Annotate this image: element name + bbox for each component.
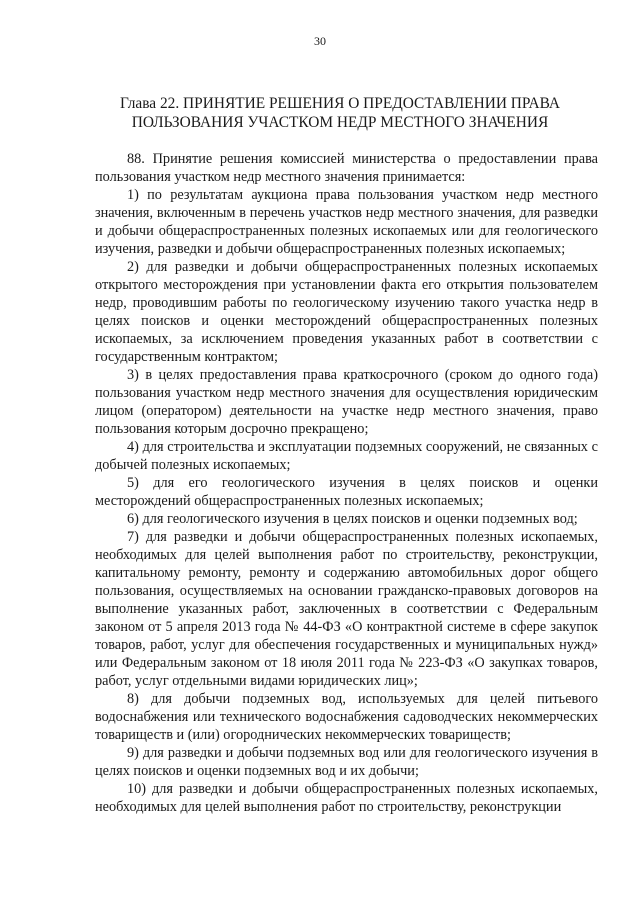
document-body <box>95 150 598 816</box>
list-item-4: 4) для строительства и эксплуатации подземных сооружений, не связанных с добычей полезных ископаемых; <box>95 439 598 473</box>
chapter-title <box>70 94 610 132</box>
list-item-1: 1) по результатам аукциона права пользования участком недр местного значения, включенным в перечень участков недр местного значения, для разведки и добычи общераспространенных полезных ископаемых или для геологического изучения, разведки и добычи общераспространенных полезных ископаемых; <box>95 187 598 257</box>
list-item-7: 7) для разведки и добычи общераспространенных полезных ископаемых, необходимых для целей выполнения работ по строительству, реконструкции, капитальному ремонту, ремонту и содержанию автомобильных дорог общего пользования, осуществляемых на основании гражданско-правовых договоров на выполнение указанных работ, заключенных в соответствии с Федеральным законом от 5 апреля 2013 года № 44-ФЗ «О контрактной системе в сфере закупок товаров, работ, услуг для обеспечения государственных и муниципальных нужд» или Федеральным законом от 18 июля 2011 года № 223-ФЗ «О закупках товаров, работ, услуг отдельными видами юридических лиц»; <box>95 529 598 689</box>
list-item-10: 10) для разведки и добычи общераспространенных полезных ископаемых, необходимых для целей выполнения работ по строительству, реконструкции <box>95 781 598 815</box>
list-item-6: 6) для геологического изучения в целях поисков и оценки подземных вод; <box>127 511 578 527</box>
chapter-title-line-2: ПОЛЬЗОВАНИЯ УЧАСТКОМ НЕДР МЕСТНОГО ЗНАЧЕНИЯ <box>131 114 549 131</box>
list-item-3: 3) в целях предоставления права краткосрочного (сроком до одного года) пользования участком недр местного значения для осуществления юридическим лицом (оператором) деятельности на участке недр местного значения, право пользования которым досрочно прекращено; <box>95 367 598 437</box>
page-number: 30 <box>314 34 326 48</box>
list-item-8: 8) для добычи подземных вод, используемых для целей питьевого водоснабжения или технического водоснабжения садоводческих некоммерческих товариществ и (или) огороднических некоммерческих товариществ; <box>95 691 598 743</box>
paragraph-88-intro: 88. Принятие решения комиссией министерства о предоставлении права пользования участком недр местного значения принимается: <box>95 151 598 185</box>
list-item-5: 5) для его геологического изучения в целях поисков и оценки месторождений общераспространенных полезных ископаемых; <box>95 475 598 509</box>
list-item-9: 9) для разведки и добычи подземных вод или для геологического изучения в целях поисков и оценки подземных вод и их добычи; <box>95 745 598 779</box>
list-item-2: 2) для разведки и добычи общераспространенных полезных ископаемых открытого месторождения при установлении факта его открытия пользователем недр, проводившим работы по геологическому изучению такого участка недр в целях поисков и оценки месторождений общераспространенных полезных ископаемых, за исключением проведения указанных работ в соответствии с государственным контрактом; <box>95 259 598 365</box>
chapter-title-line-1: Глава 22. ПРИНЯТИЕ РЕШЕНИЯ О ПРЕДОСТАВЛЕНИИ ПРАВА <box>119 95 561 112</box>
